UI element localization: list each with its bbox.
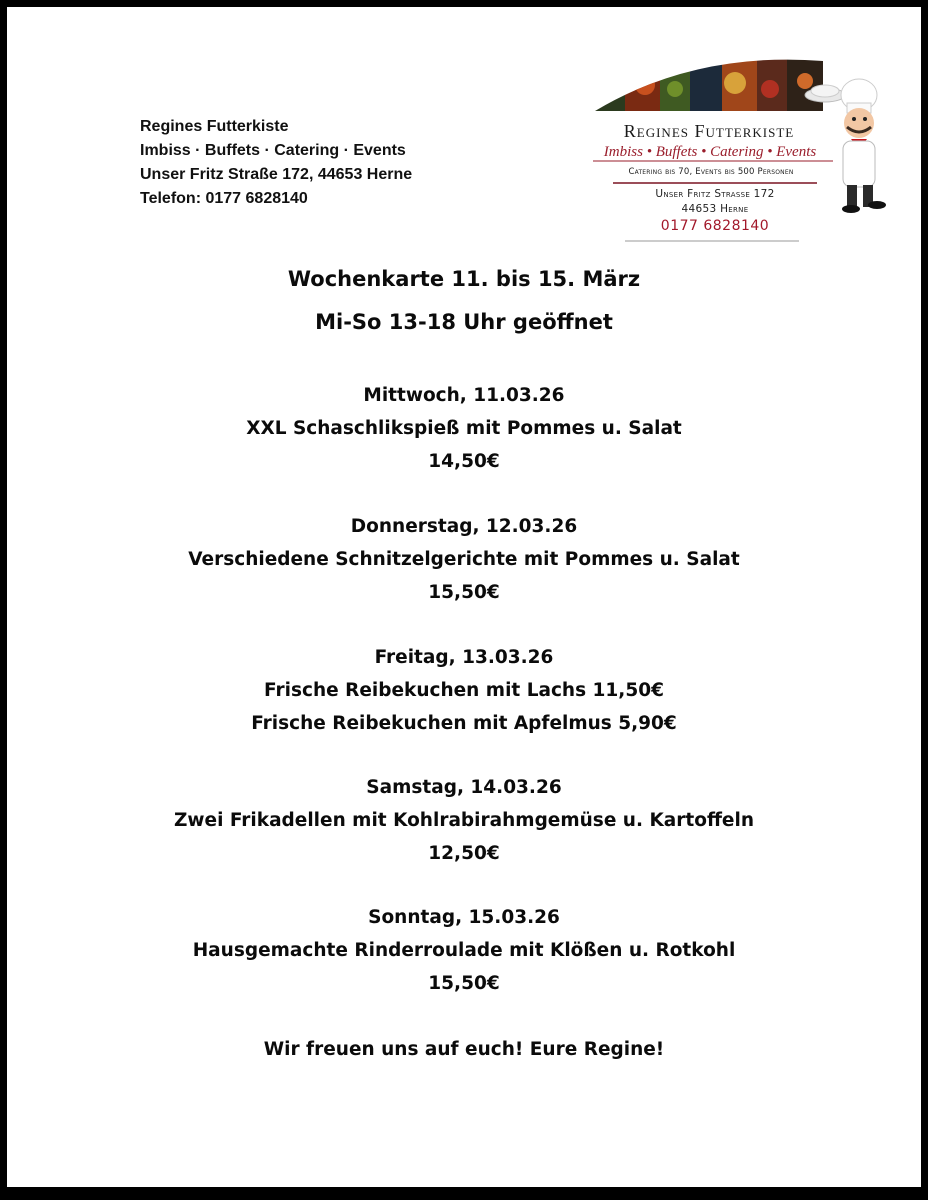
day-heading: Donnerstag, 12.03.26 xyxy=(350,516,578,537)
dish-line: XXL Schaschlikspieß mit Pommes u. Salat xyxy=(246,418,682,439)
dish-line: Zwei Frikadellen mit Kohlrabirahmgemüse u. Kartoffeln xyxy=(174,810,754,831)
dish-line: Verschiedene Schnitzelgerichte mit Pommes u. Salat xyxy=(188,549,740,570)
dish-line: Frische Reibekuchen mit Lachs 11,50€ xyxy=(264,680,664,701)
business-services: Imbiss · Buffets · Catering · Events xyxy=(140,142,406,159)
logo-name: Regines Futterkiste xyxy=(623,121,795,141)
business-phone: Telefon: 0177 6828140 xyxy=(140,190,308,207)
food-photo-strip xyxy=(585,55,823,115)
day-heading: Freitag, 13.03.26 xyxy=(374,647,554,668)
price-line: 12,50€ xyxy=(428,843,500,864)
opening-hours: Mi-So 13-18 Uhr geöffnet xyxy=(315,310,613,334)
contact-block xyxy=(140,115,412,211)
price-line: 15,50€ xyxy=(428,973,500,994)
dish-line: Frische Reibekuchen mit Apfelmus 5,90€ xyxy=(251,713,677,734)
day-heading: Mittwoch, 11.03.26 xyxy=(363,385,565,406)
day-heading: Samstag, 14.03.26 xyxy=(366,777,562,798)
logo-tagline: Imbiss • Buffets • Catering • Events xyxy=(603,144,817,160)
menu-title: Wochenkarte 11. bis 15. März xyxy=(287,267,641,291)
logo-address-line1: Unser Fritz Strasse 172 xyxy=(655,188,775,200)
day-heading: Sonntag, 15.03.26 xyxy=(368,907,560,928)
price-line: 15,50€ xyxy=(428,582,500,603)
logo-subline: Catering bis 70, Events bis 500 Personen xyxy=(628,167,794,177)
dish-line: Hausgemachte Rinderroulade mit Klößen u. Rotkohl xyxy=(192,940,736,961)
menu-page xyxy=(7,7,921,1187)
business-name: Regines Futterkiste xyxy=(140,118,289,135)
logo xyxy=(585,55,897,250)
logo-address-line2: 44653 Herne xyxy=(681,203,749,215)
price-line: 14,50€ xyxy=(428,451,500,472)
business-address: Unser Fritz Straße 172, 44653 Herne xyxy=(140,166,413,183)
logo-phone: 0177 6828140 xyxy=(660,218,770,234)
closing-message: Wir freuen uns auf euch! Eure Regine! xyxy=(263,1039,665,1060)
